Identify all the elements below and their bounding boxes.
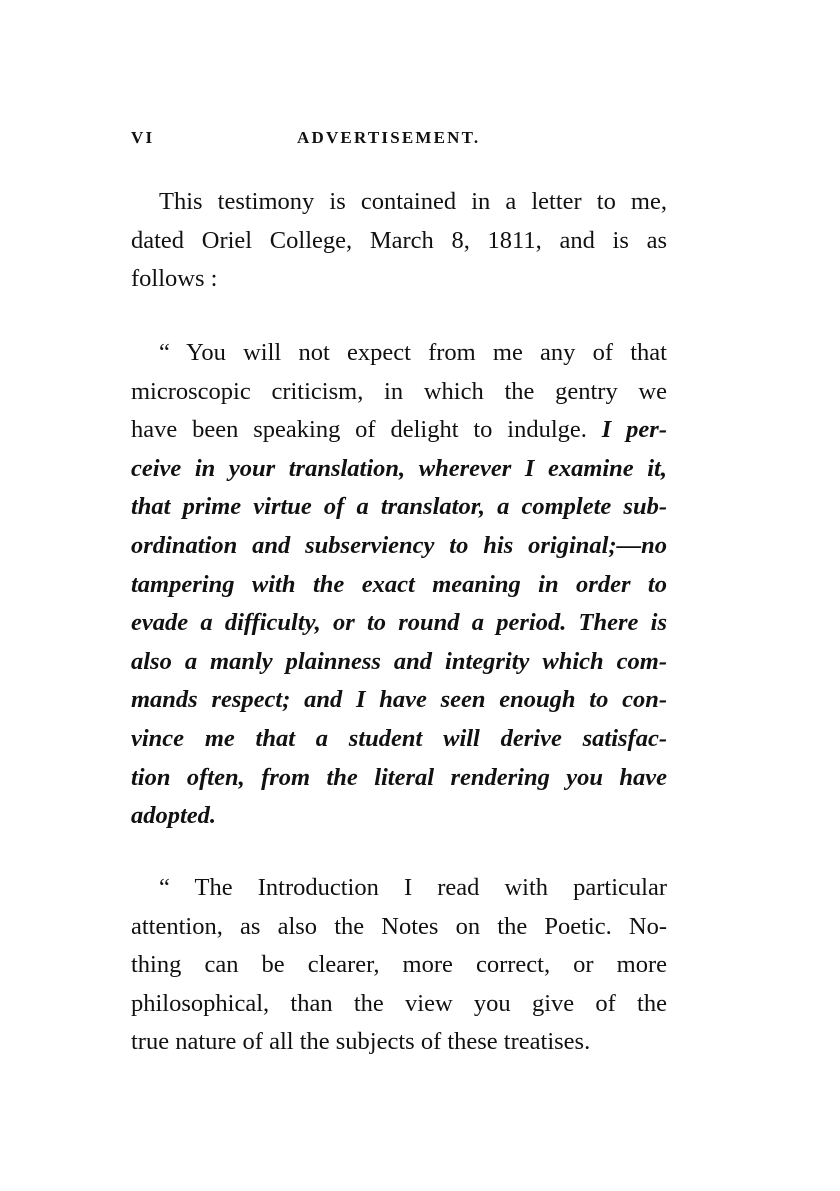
text-line: attention, as also the Notes on the Poetic. No- — [131, 912, 667, 940]
text-line: tion often, from the literal rendering you have — [131, 763, 667, 791]
text-line: that prime virtue of a translator, a complete sub- — [131, 493, 667, 521]
text-line: true nature of all the subjects of these treatises. — [131, 1028, 591, 1056]
running-head — [131, 128, 691, 158]
text-line: thing can be clearer, more correct, or more — [131, 951, 667, 979]
text-line: also a manly plainness and integrity which com- — [131, 647, 667, 675]
text-line: have been speaking of delight to indulge. I per- — [131, 416, 667, 444]
paragraph-testimony-intro — [131, 183, 667, 299]
text-line: ceive in your translation, wherever I examine it, — [131, 454, 667, 482]
text-line: ordination and subserviency to his original;—no — [131, 531, 667, 559]
text-line: follows : — [131, 265, 218, 293]
text-line: “ You will not expect from me any of that — [159, 339, 667, 366]
text-line: This testimony is contained in a letter to me, — [159, 188, 667, 215]
text-line: tampering with the exact meaning in order to — [131, 570, 667, 598]
text-line: evade a difficulty, or to round a period. There is — [131, 609, 667, 637]
text-line: microscopic criticism, in which the gentry we — [131, 377, 667, 405]
text-line: “ The Introduction I read with particular — [159, 874, 667, 901]
paragraph-introduction-notes — [131, 869, 667, 1062]
text-line: adopted. — [131, 802, 217, 830]
text-line: vince me that a student will derive satisfac- — [131, 724, 667, 752]
paragraph-quoted-letter — [131, 334, 667, 836]
text-line: dated Oriel College, March 8, 1811, and is as — [131, 226, 667, 254]
text-line: mands respect; and I have seen enough to con- — [131, 686, 667, 714]
header-title: ADVERTISEMENT. — [297, 128, 481, 147]
text-line: philosophical, than the view you give of the — [131, 989, 667, 1017]
page-number: VI — [131, 128, 155, 147]
